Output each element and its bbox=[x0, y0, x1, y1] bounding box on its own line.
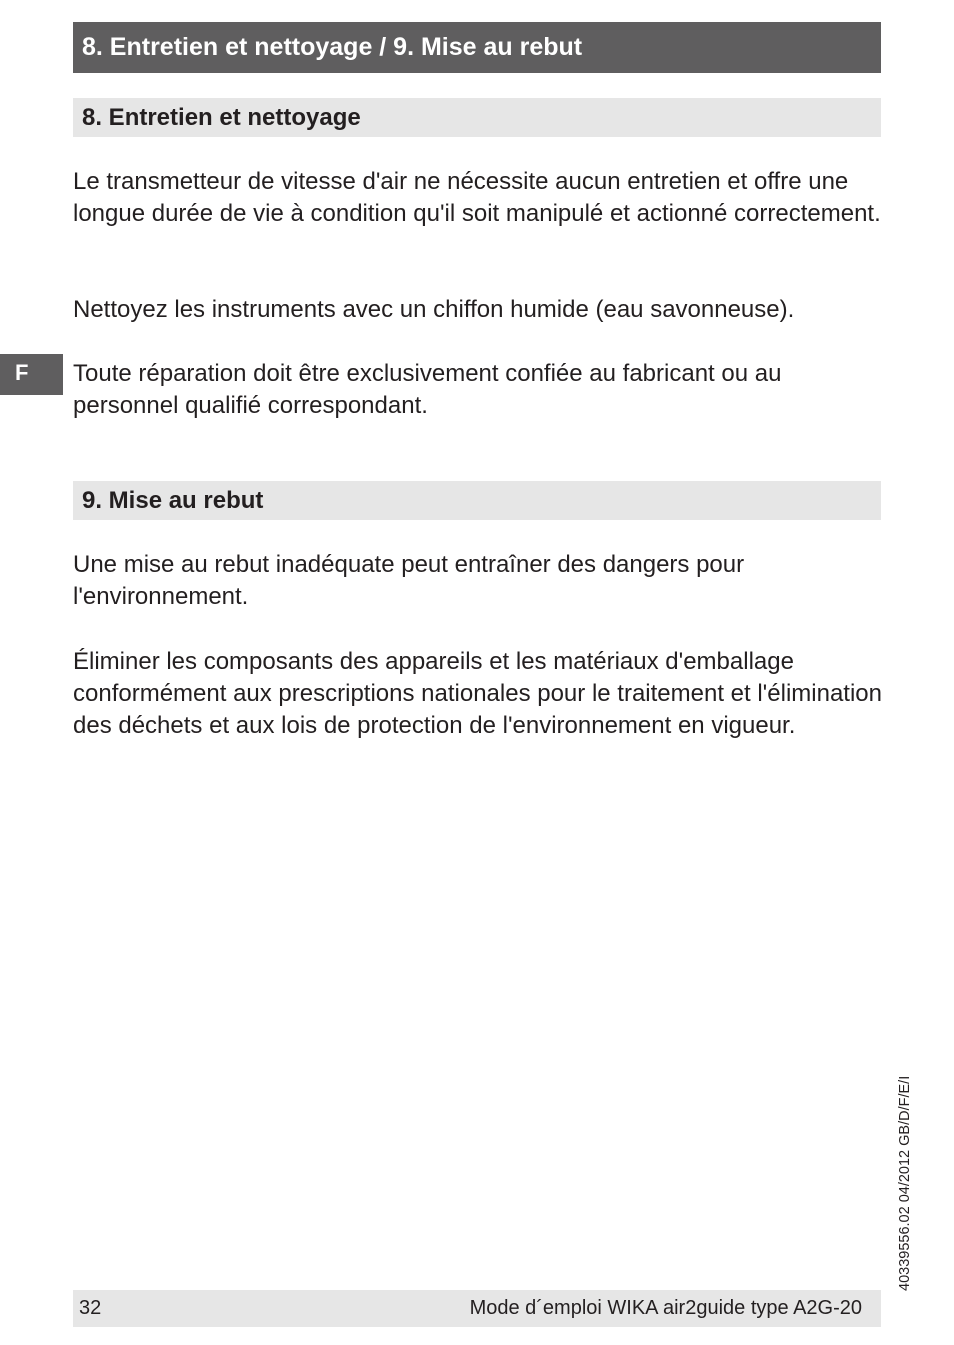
paragraph-cleaning: Nettoyez les instruments avec un chiffon humide (eau savonneuse). bbox=[73, 296, 795, 323]
section-heading-disposal: 9. Mise au rebut bbox=[73, 481, 881, 520]
footer-document-title: Mode d´emploi WIKA air2guide type A2G-20 bbox=[469, 1297, 862, 1319]
paragraph-maintenance-intro: Le transmetteur de vitesse d'air ne nécessite aucun entretien et offre une longue durée de vie à condition qu'il soit manipulé et actionné correctement. bbox=[73, 168, 881, 227]
page-number: 32 bbox=[79, 1297, 102, 1319]
page-footer bbox=[73, 1290, 881, 1327]
page-header: 8. Entretien et nettoyage / 9. Mise au rebut bbox=[73, 22, 881, 73]
section-heading-maintenance: 8. Entretien et nettoyage bbox=[73, 98, 881, 137]
language-tab: F bbox=[0, 354, 63, 395]
paragraph-repair: Toute réparation doit être exclusivement confiée au fabricant ou au personnel qualifié correspondant. bbox=[73, 360, 782, 419]
paragraph-disposal-warning: Une mise au rebut inadéquate peut entraîner des dangers pour l'environnement. bbox=[73, 551, 745, 610]
paragraph-disposal-instructions: Éliminer les composants des appareils et les matériaux d'emballage conformément aux prescriptions nationales pour le traitement et l'élimination des déchets et aux lois de protection de l'environnement en vigueur. bbox=[73, 648, 882, 739]
document-code: 40339556.02 04/2012 GB/D/F/E/I bbox=[897, 1075, 913, 1291]
